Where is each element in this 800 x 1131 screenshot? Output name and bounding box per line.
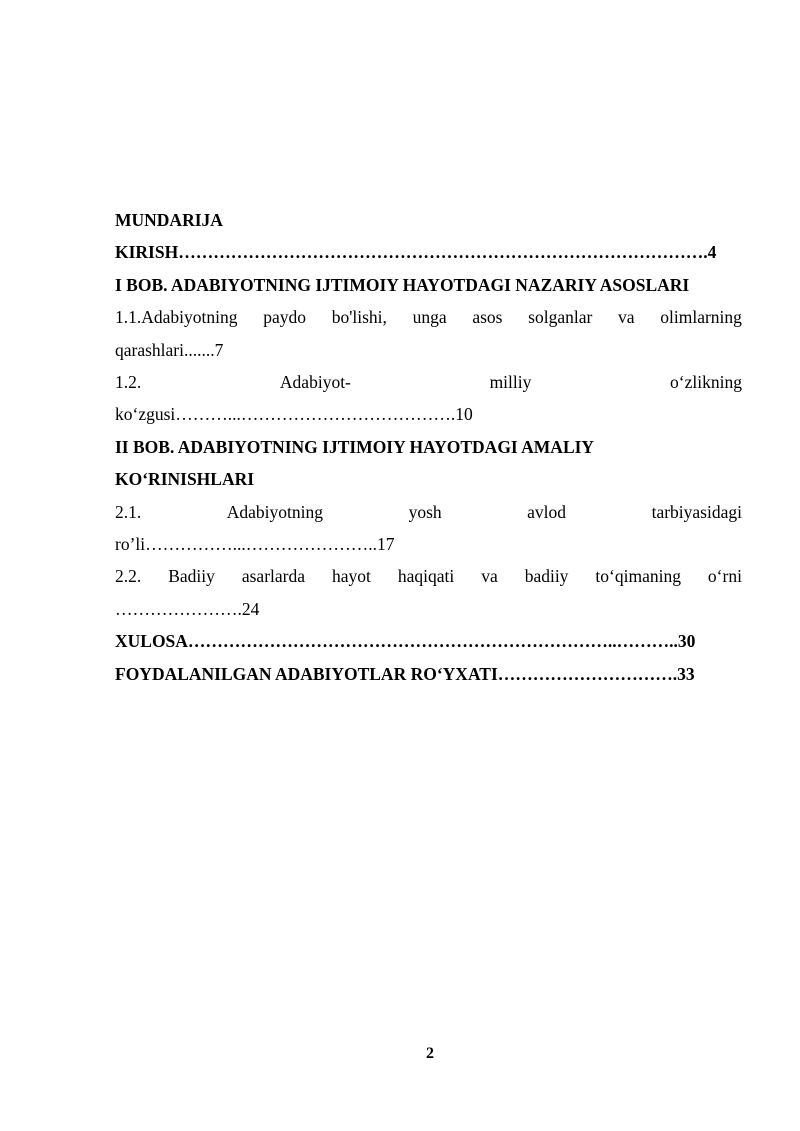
toc-word: o‘rni [707, 566, 742, 587]
toc-entry-section-1-1-continuation: qarashlari.......7 [115, 339, 224, 360]
toc-entry-section-2-2 [115, 560, 742, 592]
toc-word: 1.1.Adabiyotning [115, 307, 238, 328]
toc-entry-section-1-2-continuation: ko‘zgusi………...……………………………….10 [115, 404, 473, 425]
toc-word: bo'lishi, [331, 307, 387, 328]
toc-word: tarbiyasidagi [651, 501, 742, 522]
toc-entry-section-2-1 [115, 496, 742, 528]
toc-word: unga [412, 307, 447, 328]
toc-word: Badiiy [168, 566, 215, 587]
toc-entry-chapter-2: II BOB. ADABIYOTNING IJTIMOIY HAYOTDAGI AMALIY [115, 436, 595, 457]
toc-entry-xulosa: XULOSA………………………………………………………………..………..30 [115, 631, 696, 652]
toc-word: Adabiyotning [226, 501, 324, 522]
toc-entry-kirish: KIRISH……………………………………………………………………………….4 [115, 242, 717, 263]
toc-word: haqiqati [397, 566, 455, 587]
toc-word: 2.2. [115, 566, 142, 587]
toc-entry-chapter-2-continuation: KO‘RINISHLARI [115, 469, 255, 490]
toc-word: avlod [527, 501, 567, 522]
toc-title: MUNDARIJA [115, 210, 223, 230]
toc-word: va [618, 307, 635, 328]
toc-word: paydo [263, 307, 306, 328]
toc-word: o‘zlikning [670, 372, 742, 393]
toc-word: to‘qimaning [595, 566, 681, 587]
toc-entry-references: FOYDALANILGAN ADABIYOTLAR RO‘YXATI………………………….33 [115, 663, 695, 684]
toc-entry-chapter-1: I BOB. ADABIYOTNING IJTIMOIY HAYOTDAGI NAZARIY ASOSLARI [115, 274, 690, 295]
toc-entry-section-1-1 [115, 301, 742, 333]
toc-word: olimlarning [660, 307, 742, 328]
table-of-contents [115, 204, 742, 690]
toc-word: asarlarda [241, 566, 306, 587]
toc-word: hayot [331, 566, 371, 587]
toc-entry-section-2-1-continuation: ro’li……………...…………………..17 [115, 534, 395, 555]
toc-word: milliy [489, 372, 532, 393]
toc-word: asos [472, 307, 503, 328]
toc-word: Adabiyot- [279, 372, 351, 393]
toc-word: va [481, 566, 498, 587]
toc-entry-section-2-2-continuation: ………………….24 [115, 598, 260, 619]
page-number: 2 [426, 1045, 434, 1062]
toc-entry-section-1-2 [115, 366, 742, 398]
toc-word: solganlar [528, 307, 593, 328]
toc-word: badiiy [524, 566, 569, 587]
toc-word: yosh [408, 501, 442, 522]
toc-word: 1.2. [115, 372, 142, 393]
toc-word: 2.1. [115, 501, 142, 522]
